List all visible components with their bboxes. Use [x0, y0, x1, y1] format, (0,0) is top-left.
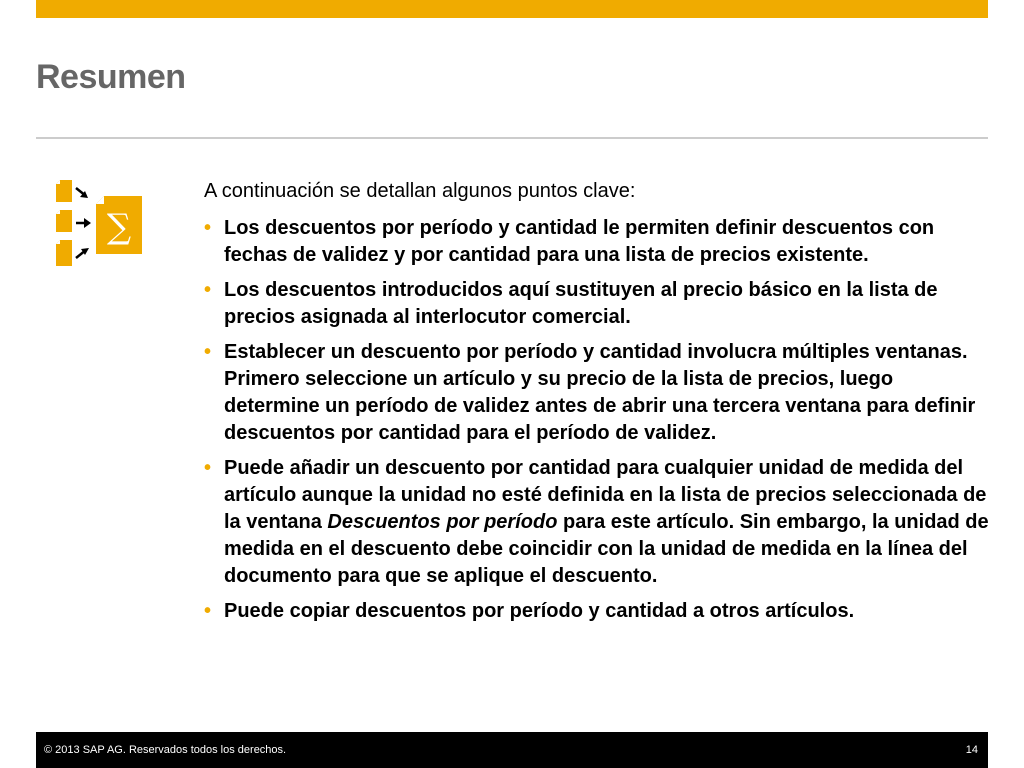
list-item-text: Establecer un descuento por período y cantidad involucra múltiples ventanas. Primero seleccione un artículo y su precio de la lista de precios, luego determine un período de validez antes de abrir una tercera ventana para definir descuentos por cantidad para el período de validez. [224, 341, 976, 444]
title-divider [36, 137, 988, 139]
bullet-marker: • [204, 341, 212, 363]
list-item [204, 277, 994, 331]
list-item-text-before: Puede añadir un descuento por cantidad para cualquier unidad de medida del artículo aunque la unidad no esté definida en la lista de precios seleccionada de la ventana [224, 457, 987, 533]
page-number: 14 [965, 744, 978, 756]
window-name-italic: Descuentos por período [327, 511, 558, 533]
slide-title: Resumen [36, 58, 186, 96]
list-item-text: Puede copiar descuentos por período y cantidad a otros artículos. [224, 600, 855, 622]
list-item [204, 215, 994, 269]
top-accent-bar [36, 0, 988, 18]
summary-sigma-documents-icon [52, 176, 148, 272]
slide-content [204, 178, 994, 633]
list-item-text: Los descuentos por período y cantidad le permiten definir descuentos con fechas de validez y por cantidad para una lista de precios existente. [224, 217, 935, 266]
svg-text:∑: ∑ [106, 207, 132, 247]
footer-bar [36, 732, 988, 768]
list-item [204, 598, 994, 625]
bullet-marker: • [204, 457, 212, 479]
list-item [204, 339, 994, 447]
list-item-text-after: para este artículo. Sin embargo, la unidad de medida en el descuento debe coincidir con la unidad de medida en la línea del documento para que se aplique el descuento. [224, 511, 989, 587]
copyright-text: © 2013 SAP AG. Reservados todos los derechos. [44, 744, 287, 756]
list-item [204, 455, 994, 590]
key-points-list [204, 215, 994, 625]
intro-text: A continuación se detallan algunos puntos clave: [204, 180, 636, 202]
list-item-text: Los descuentos introducidos aquí sustituyen al precio básico en la lista de precios asignada al interlocutor comercial. [224, 279, 938, 328]
bullet-marker: • [204, 217, 212, 239]
bullet-marker: • [204, 600, 212, 622]
bullet-marker: • [204, 279, 212, 301]
